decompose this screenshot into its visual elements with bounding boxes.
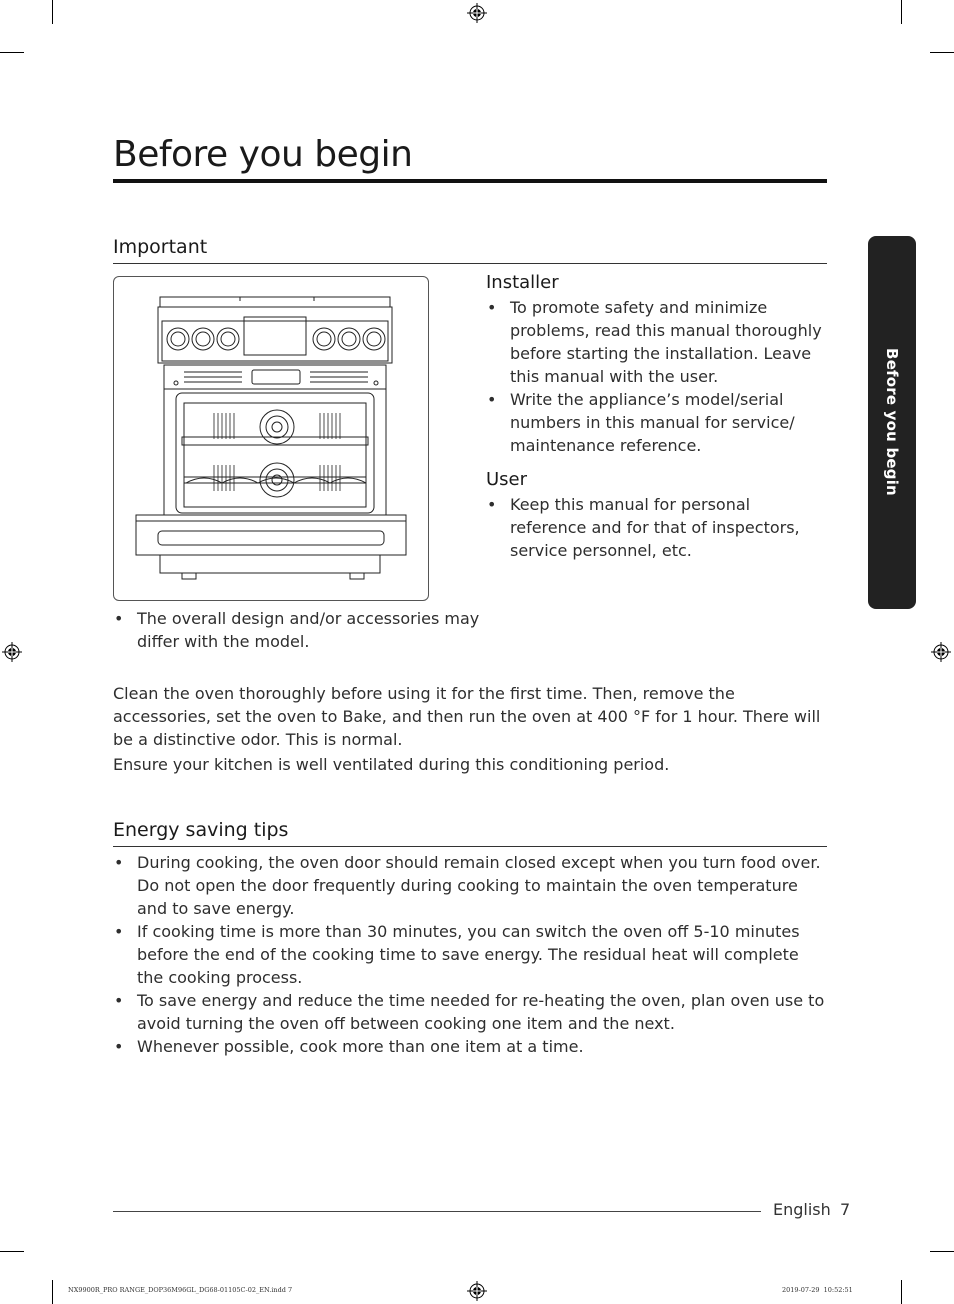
crop-mark xyxy=(52,1280,53,1304)
registration-mark-icon xyxy=(467,1281,487,1301)
paragraph: Clean the oven thoroughly before using it for the first time. Then, remove the accessories, set the oven to Bake, and then run the oven at 400 °F for 1 hour. There will be a distinctive odor. This is normal. xyxy=(113,684,821,749)
energy-list xyxy=(113,851,827,1058)
crop-mark xyxy=(0,52,24,53)
crop-mark xyxy=(930,52,954,53)
print-slug-right: 2019-07-29 ￼ 10:52:51 xyxy=(782,1286,853,1294)
footer-rule xyxy=(113,1211,761,1212)
user-list xyxy=(486,493,831,562)
crop-mark xyxy=(52,0,53,24)
registration-mark-icon xyxy=(931,642,951,662)
registration-mark-icon xyxy=(2,642,22,662)
energy-heading: Energy saving tips xyxy=(113,819,289,841)
registration-mark-icon xyxy=(467,3,487,23)
list-item: • Whenever possible, cook more than one item at a time. xyxy=(113,1035,827,1058)
page-number: 7 xyxy=(840,1200,851,1219)
paragraph: Ensure your kitchen is well ventilated during this conditioning period. xyxy=(113,755,670,774)
crop-mark xyxy=(901,1280,902,1304)
image-caption: • The overall design and/or accessories may differ with the model. xyxy=(113,607,483,653)
crop-mark xyxy=(0,1251,24,1252)
energy-rule xyxy=(113,846,827,847)
list-item: • To save energy and reduce the time needed for re-heating the oven, plan oven use to avoid turning the oven off between cooking one item and the next. xyxy=(113,989,827,1035)
footer-language: English xyxy=(773,1200,831,1219)
image-caption-list xyxy=(113,607,483,653)
important-heading: Important xyxy=(113,236,208,258)
list-item: • During cooking, the oven door should remain closed except when you turn food over. Do not open the door frequently during cooking to maintain the oven temperature and to save energy. xyxy=(113,851,827,920)
side-tab-label: Before you begin xyxy=(883,348,901,496)
page-title: Before you begin xyxy=(113,134,413,175)
list-item: • Keep this manual for personal reference and for that of inspectors, service personnel, etc. xyxy=(486,493,831,562)
important-rule xyxy=(113,263,827,264)
oven-illustration-frame xyxy=(113,276,429,601)
user-heading: User xyxy=(486,469,528,490)
oven-range-illustration xyxy=(114,277,428,600)
list-item: • If cooking time is more than 30 minutes, you can switch the oven off 5-10 minutes before the end of the cooking time to save energy. The residual heat will complete the cooking process. xyxy=(113,920,827,989)
title-rule xyxy=(113,179,827,183)
crop-mark xyxy=(901,0,902,24)
list-item: • To promote safety and minimize problems, read this manual thoroughly before starting the installation. Leave this manual with the user. xyxy=(486,296,831,388)
conditioning-paragraphs xyxy=(113,682,827,776)
list-item: • Write the appliance’s model/serial numbers in this manual for service/ maintenance reference. xyxy=(486,388,831,457)
print-slug-left: NX9900R_PRO RANGE_DOP36M96GL_DG68-01105C-02_EN.indd 7 xyxy=(68,1286,293,1294)
crop-mark xyxy=(930,1251,954,1252)
section-side-tab xyxy=(868,236,916,609)
installer-heading: Installer xyxy=(486,272,559,293)
installer-list xyxy=(486,296,831,457)
